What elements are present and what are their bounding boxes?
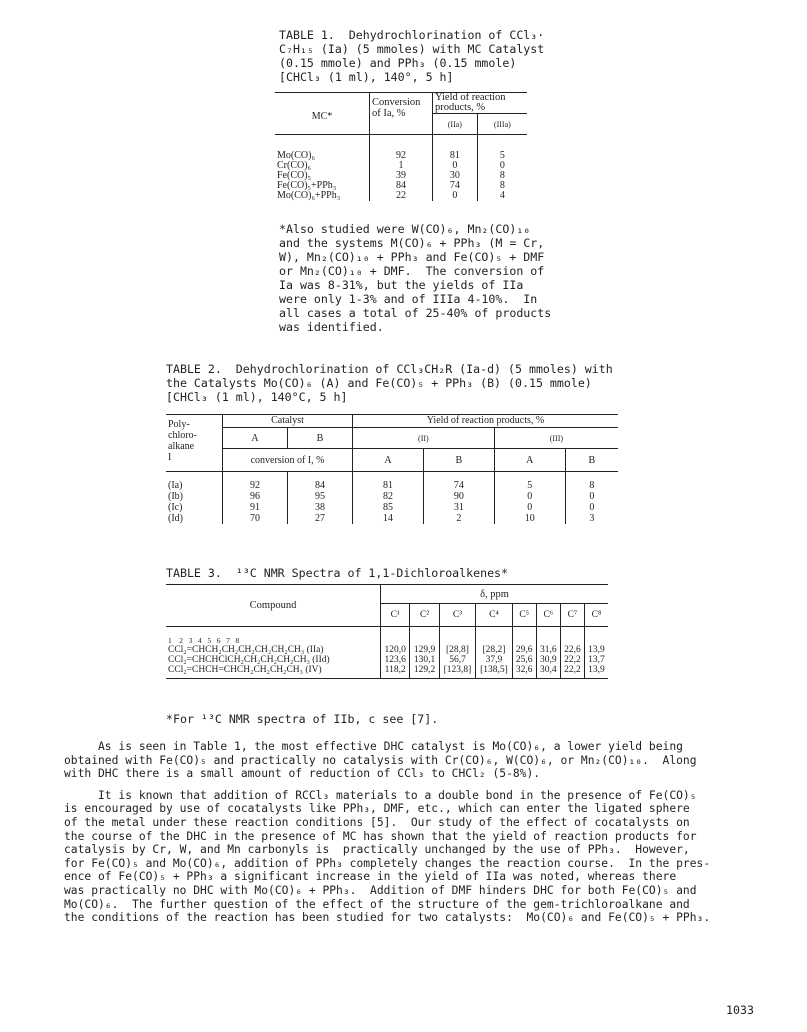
table2-header-catalyst: Catalyst <box>223 415 353 428</box>
table-row <box>275 191 527 201</box>
table2-header-poly-line: chloro- <box>168 430 197 441</box>
table3-cell-value: 13,9 <box>584 645 608 655</box>
table2-header-ii-a: A <box>353 449 424 472</box>
body-line: obtained with Fe(CO)₅ and practically no catalysis with Cr(CO)₆, W(CO)₆, or Mn₂(CO)₁₀. Along <box>64 753 697 767</box>
table3-header-c7: C⁷ <box>560 604 584 627</box>
footnote-line: or Mn₂(CO)₁₀ + DMF. The conversion of <box>279 264 545 278</box>
table2-caption-line: TABLE 2. Dehydrochlorination of CCl₃CH₂R (Ia-d) (5 mmoles) with <box>166 362 613 376</box>
table-row <box>166 655 608 665</box>
table1-header-iiia: (IIIa) <box>477 114 527 135</box>
table3-cell-value: 22,2 <box>560 655 584 665</box>
table-row <box>166 502 618 513</box>
table3-cell-value: 129,9 <box>410 645 439 655</box>
table2-header-iii: (III) <box>494 428 618 449</box>
table3-header-c8: C⁸ <box>584 604 608 627</box>
table1-header-mc: MC* <box>275 93 370 135</box>
table3-cell-value: 13,9 <box>584 665 608 679</box>
table2-cell-cb: 38 <box>288 502 353 513</box>
table-row <box>166 491 618 502</box>
table3-cell-value: 22,6 <box>560 645 584 655</box>
table2-header-poly-line: I <box>168 452 172 463</box>
table2-cell-id: (Id) <box>168 513 183 524</box>
table3-cell-value: 56,7 <box>439 655 475 665</box>
table2-cell-id: (Ic) <box>168 502 183 513</box>
table2-cell-iiib: 8 <box>565 480 618 491</box>
table3-header-c6: C⁶ <box>536 604 560 627</box>
table2-cell-cb: 84 <box>288 480 353 491</box>
table1-header-iia: (IIa) <box>433 114 478 135</box>
table2-cell-iiia: 5 <box>494 480 565 491</box>
table1-cell-iia: 30 <box>433 171 478 181</box>
table1 <box>275 92 527 201</box>
table1-caption-line: [CHCl₃ (1 ml), 140°, 5 h] <box>279 70 454 84</box>
table3-cell-value: [28,8] <box>439 645 475 655</box>
table1-caption-line: TABLE 1. Dehydrochlorination of CCl₃· <box>279 28 545 42</box>
table2-cell-cb: 95 <box>288 491 353 502</box>
table3-cell-value: 31,6 <box>536 645 560 655</box>
body-line: As is seen in Table 1, the most effective DHC catalyst is Mo(CO)₆, a lower yield being <box>64 740 683 753</box>
table2-cell-iia: 14 <box>353 513 424 524</box>
table3-header-c5: C⁵ <box>512 604 536 627</box>
table3-cell-value: 120,0 <box>381 645 410 655</box>
table3-carbon-numbering: 1 2 3 4 5 6 7 8 <box>168 636 240 645</box>
table3-header-c4: C⁴ <box>476 604 512 627</box>
table2-header-a: A <box>223 428 288 449</box>
body-line: the conditions of the reaction has been studied for two catalysts: Mo(CO)₆ and Fe(CO)₅ + PPh₃. <box>64 911 711 925</box>
body-line: ence of Fe(CO)₅ + PPh₃ a significant increase in the yield of IIa was noted, whereas there <box>64 870 677 884</box>
page-number: 1033 <box>726 1003 754 1017</box>
table2-cell-iia: 81 <box>353 480 424 491</box>
table3-cell-value: 30,9 <box>536 655 560 665</box>
table3-cell-compound: CCl₂=CHCHClCH₂CH₂CH₂CH₂CH₃ (IId) <box>168 655 330 665</box>
body-line: of the metal under these reaction conditions [5]. Our study of the effect of cocatalysts on <box>64 815 690 829</box>
table1-cell-iia: 0 <box>433 161 478 171</box>
table3-cell-value: 129,2 <box>410 665 439 679</box>
table2-cell-iia: 82 <box>353 491 424 502</box>
table1-cell-iia: 74 <box>433 181 478 191</box>
body-line: for Fe(CO)₅ and Mo(CO)₆, addition of PPh₃ completely changes the reaction course. In the pres- <box>64 856 711 870</box>
footnote-line: all cases a total of 25-40% of products <box>279 306 552 320</box>
table3-header-delta: δ, ppm <box>381 585 609 604</box>
body-line: Mo(CO)₆. The further question of the effect of the structure of the gem-trichloroalkane and <box>64 897 690 911</box>
table2-header-iii-a: A <box>494 449 565 472</box>
body-line: the course of the DHC in the presence of MC has shown that the yield of reaction products for <box>64 829 697 843</box>
table3-cell-value: [138,5] <box>476 665 512 679</box>
body-line: catalysis by Cr, W, and Mn carbonyls is practically unchanged by the use of PPh₃. However, <box>64 843 690 857</box>
table3-footnote <box>166 712 438 726</box>
table2-caption-line: [CHCl₃ (1 ml), 140°C, 5 h] <box>166 390 348 404</box>
table-row <box>166 480 618 491</box>
table1-footnote <box>279 222 551 334</box>
table2-cell-ca: 96 <box>223 491 288 502</box>
table2-cell-iiia: 10 <box>494 513 565 524</box>
body-line: It is known that addition of RCCl₃ materials to a double bond in the presence of Fe(CO)₅ <box>64 788 697 802</box>
footnote-line: and the systems M(CO)₆ + PPh₃ (M = Cr, <box>279 236 545 250</box>
table3-cell-value: [123,8] <box>439 665 475 679</box>
body-line: with DHC there is a small amount of reduction of CCl₃ to CHCl₂ (5-8%). <box>64 767 541 781</box>
table3-caption <box>166 566 508 580</box>
table1-cell-conv: 39 <box>370 171 433 181</box>
table2-cell-iiia: 0 <box>494 502 565 513</box>
table1-cell-mc: Mo(CO)₆ <box>277 150 315 161</box>
table-row <box>166 513 618 524</box>
table2-cell-iiib: 3 <box>565 513 618 524</box>
table2-header-ii: (II) <box>353 428 495 449</box>
table1-caption <box>279 28 544 84</box>
table2-cell-iia: 85 <box>353 502 424 513</box>
body-line: is encouraged by use of cocatalysts like PPh₃, DMF, etc., which can enter the ligated sphere <box>64 802 690 816</box>
table3-header-c2: C² <box>410 604 439 627</box>
table3-cell-value: 32,6 <box>512 665 536 679</box>
table1-cell-conv: 84 <box>370 181 433 191</box>
table3-cell-value: 22,2 <box>560 665 584 679</box>
table2-header-ii-b: B <box>423 449 494 472</box>
table2-header-poly <box>166 415 223 472</box>
table2-cell-iiib: 0 <box>565 491 618 502</box>
table1-cell-iiia: 8 <box>477 171 527 181</box>
footnote-line: Ia was 8-31%, but the yields of IIa <box>279 278 524 292</box>
footnote-line: was identified. <box>279 320 384 334</box>
table2-cell-iib: 74 <box>423 480 494 491</box>
footnote-line: W), Mn₂(CO)₁₀ + PPh₃ and Fe(CO)₅ + DMF <box>279 250 545 264</box>
table3-header-c1: C¹ <box>381 604 410 627</box>
table2-caption <box>166 362 613 404</box>
table1-caption-line: (0.15 mmole) and PPh₃ (0.15 mmole) <box>279 56 517 70</box>
table1-cell-conv: 1 <box>370 161 433 171</box>
table2-cell-iiia: 0 <box>494 491 565 502</box>
table1-header-conversion: Conversion of Ia, % <box>370 93 433 135</box>
table1-cell-conv: 92 <box>370 151 433 161</box>
footnote-line: were only 1-3% and of IIIa 4-10%. In <box>279 292 538 306</box>
table1-cell-iiia: 4 <box>477 191 527 201</box>
table3-cell-value: 123,6 <box>381 655 410 665</box>
table1-caption-line: C₇H₁₅ (Ia) (5 mmoles) with MC Catalyst <box>279 42 545 56</box>
table3-header-compound: Compound <box>166 585 381 627</box>
table2 <box>166 414 618 524</box>
table3-cell-value: 30,4 <box>536 665 560 679</box>
table3-cell-value: 13,7 <box>584 655 608 665</box>
table2-header-poly-line: alkane <box>168 441 195 452</box>
table3-cell-compound: CCl₂=CHCH₂CH₂CH₂CH₂CH₂CH₃ (IIa) <box>168 645 324 655</box>
table3-cell-value: 25,6 <box>512 655 536 665</box>
table2-cell-ca: 91 <box>223 502 288 513</box>
table2-cell-iib: 2 <box>423 513 494 524</box>
table-row <box>166 665 608 679</box>
table3-cell-value: [28,2] <box>476 645 512 655</box>
paragraph-gap <box>64 781 710 789</box>
table1-cell-conv: 22 <box>370 191 433 201</box>
table3-cell-value: 29,6 <box>512 645 536 655</box>
table1-cell-iia: 81 <box>433 151 478 161</box>
table2-cell-iiib: 0 <box>565 502 618 513</box>
table3-cell-value: 118,2 <box>381 665 410 679</box>
body-text <box>64 740 710 925</box>
table2-cell-cb: 27 <box>288 513 353 524</box>
table1-cell-mc: Mo(CO)₆+PPh₃ <box>277 190 341 201</box>
table2-header-poly-line: Poly- <box>168 419 190 430</box>
table3-caption-line: TABLE 3. ¹³C NMR Spectra of 1,1-Dichloroalkenes* <box>166 566 509 580</box>
table1-cell-iia: 0 <box>433 191 478 201</box>
table3-header-c3: C³ <box>439 604 475 627</box>
table2-header-iii-b: B <box>565 449 618 472</box>
table2-cell-iib: 90 <box>423 491 494 502</box>
table1-cell-iiia: 8 <box>477 181 527 191</box>
table3 <box>166 584 608 679</box>
table1-cell-mc: Cr(CO)₆ <box>277 160 312 171</box>
table2-cell-ca: 92 <box>223 480 288 491</box>
table3-cell-value: 37,9 <box>476 655 512 665</box>
footnote-line: *Also studied were W(CO)₆, Mn₂(CO)₁₀ <box>279 222 531 236</box>
table1-cell-mc: Fe(CO)₅ <box>277 170 312 181</box>
table1-cell-iiia: 0 <box>477 161 527 171</box>
table2-cell-iib: 31 <box>423 502 494 513</box>
table1-header-yield: Yield of reaction products, % <box>433 93 528 114</box>
body-line: was practically no DHC with Mo(CO)₆ + PPh₃. Addition of DMF hinders DHC for both Fe(CO)₅ and <box>64 883 697 897</box>
table2-header-conversion: conversion of I, % <box>223 449 353 472</box>
table3-cell-compound: CCl₂=CHCH=CHCH₂CH₂CH₂CH₃ (IV) <box>168 665 322 675</box>
table1-cell-iiia: 5 <box>477 151 527 161</box>
footnote-line: *For ¹³C NMR spectra of IIb, c see [7]. <box>166 712 439 726</box>
table3-cell-value: 130,1 <box>410 655 439 665</box>
table2-cell-id: (Ib) <box>168 491 183 502</box>
table2-cell-id: (Ia) <box>168 480 183 491</box>
table2-caption-line: the Catalysts Mo(CO)₆ (A) and Fe(CO)₅ + PPh₃ (B) (0.15 mmole) <box>166 376 592 390</box>
table2-header-b: B <box>288 428 353 449</box>
table2-header-yield: Yield of reaction products, % <box>353 415 619 428</box>
table-row <box>166 645 608 655</box>
table1-cell-mc: Fe(CO)₅+PPh₃ <box>277 180 337 191</box>
table2-cell-ca: 70 <box>223 513 288 524</box>
